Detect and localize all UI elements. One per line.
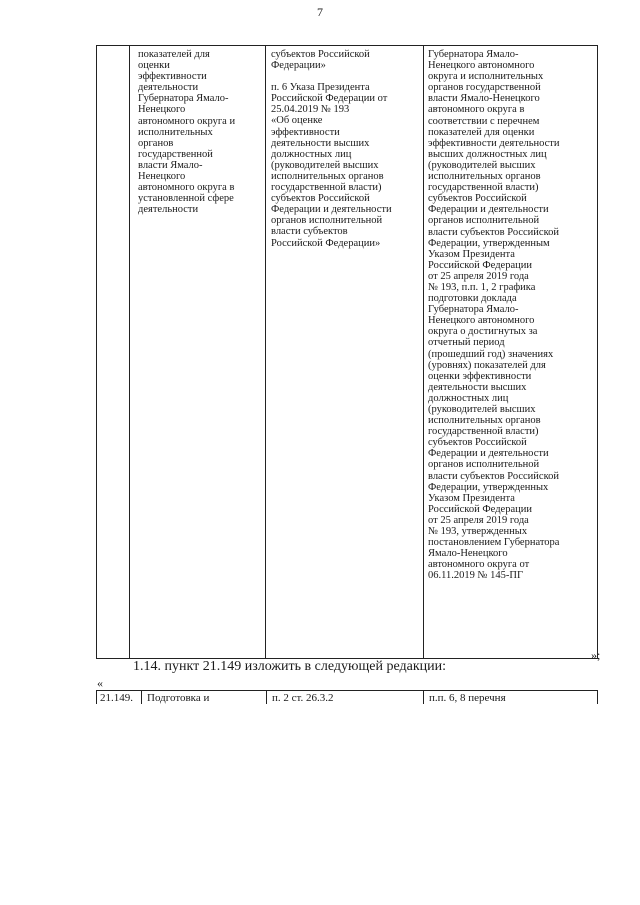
text-line: автономного округа в (428, 104, 525, 116)
indicator-cell (138, 49, 262, 215)
text-line: Федерации, утвержденным (428, 237, 550, 249)
text-line: показателей для (138, 49, 210, 60)
text-line: 06.11.2019 № 145-ПГ (428, 570, 524, 582)
table-column-divider (423, 45, 424, 659)
text-line: власти Ямало-Ненецкого (428, 93, 540, 105)
text-line: автономного округа от (428, 559, 530, 571)
legal-basis-cell (271, 49, 423, 249)
text-line: округа о достигнутых за (428, 326, 538, 338)
text-line: автономного округа и (138, 115, 236, 127)
text-line: эффективности деятельности (428, 137, 560, 149)
text-line: (руководителей высших (271, 159, 379, 171)
text-line: оценки (138, 60, 170, 72)
opening-quote-mark: « (97, 676, 103, 690)
text-line: соответствии с перечнем (428, 115, 540, 127)
row-basis: п. 2 ст. 26.3.2 (272, 692, 334, 704)
text-line: власти субъектов Российской (428, 226, 560, 238)
text-line: п. 6 Указа Президента (271, 82, 370, 94)
text-line: высших должностных лиц (428, 148, 547, 160)
row-number: 21.149. (100, 692, 133, 704)
text-line: Губернатора Ямало- (138, 93, 229, 105)
text-line: показателей для оценки (428, 126, 535, 138)
text-line: Федерации» (271, 60, 326, 72)
text-line: Губернатора Ямало- (428, 49, 519, 60)
text-line: отчетный период (428, 337, 505, 349)
text-line: Федерации и деятельности (271, 204, 392, 216)
text-line: подготовки доклада (428, 293, 517, 305)
text-line: от 25 апреля 2019 года (428, 514, 529, 526)
text-line: государственной власти) (271, 182, 382, 194)
page-number: 7 (317, 5, 323, 19)
text-line: Ненецкого автономного (428, 60, 535, 72)
text-line: власти субъектов Российской (428, 470, 560, 482)
text-line: постановлением Губернатора (428, 537, 560, 549)
text-line: субъектов Российской (271, 49, 370, 60)
text-line: 25.04.2019 № 193 (271, 104, 350, 116)
closing-quote-mark: »; (591, 648, 601, 662)
text-line: (прошедший год) значениях (428, 348, 554, 360)
text-line: деятельности высших (271, 137, 370, 149)
text-line: округа и исполнительных (428, 71, 544, 83)
text-line: должностных лиц (428, 392, 509, 404)
text-line: Ненецкого (138, 104, 186, 116)
text-line: № 193, п.п. 1, 2 графика (428, 281, 536, 293)
text-line: субъектов Российской (428, 193, 527, 205)
text-line: Российской Федерации (428, 259, 532, 271)
text-line: эффективности (138, 71, 207, 83)
text-line: от 25 апреля 2019 года (428, 270, 529, 282)
text-line: Российской Федерации от (271, 93, 388, 105)
text-line: деятельности высших (428, 381, 527, 393)
text-line: Федерации и деятельности (428, 204, 549, 216)
text-line: исполнительных (138, 126, 213, 138)
text-line: государственной власти) (428, 182, 539, 194)
text-line: оценки эффективности (428, 370, 532, 382)
text-line: Российской Федерации (428, 503, 532, 515)
amendment-paragraph: 1.14. пункт 21.149 изложить в следующей редакции: (133, 659, 446, 674)
text-line: Федерации и деятельности (428, 448, 549, 460)
text-line: деятельности (138, 204, 199, 216)
text-line: автономного округа в (138, 182, 235, 194)
text-line: Российской Федерации» (271, 237, 381, 249)
text-line: исполнительных органов (271, 170, 384, 182)
text-line: власти Ямало- (138, 159, 203, 171)
row-name: Подготовка и (147, 692, 210, 704)
text-line: (руководителей высших (428, 159, 536, 171)
text-line: органов государственной (428, 82, 541, 94)
table-column-divider (266, 690, 267, 704)
text-line: деятельности (138, 82, 199, 94)
text-line: Ямало-Ненецкого (428, 548, 508, 560)
text-line: субъектов Российской (271, 193, 370, 205)
row-reference: п.п. 6, 8 перечня (429, 692, 506, 704)
text-line: органов исполнительной (271, 215, 383, 227)
text-line: (уровнях) показателей для (428, 359, 546, 371)
table-column-divider (423, 690, 424, 704)
source-document-cell (428, 49, 594, 582)
text-line: должностных лиц (271, 148, 352, 160)
text-line: органов (138, 137, 174, 149)
text-line: исполнительных органов (428, 415, 541, 427)
text-line: «Об оценке (271, 115, 323, 127)
text-line: эффективности (271, 126, 340, 138)
text-line: Указом Президента (428, 248, 515, 260)
text-line: Губернатора Ямало- (428, 304, 519, 316)
text-line: Федерации, утвержденных (428, 481, 549, 493)
text-line: власти субъектов (271, 226, 348, 238)
text-line: (руководителей высших (428, 404, 536, 415)
text-line: органов исполнительной (428, 459, 540, 471)
text-line: Ненецкого (138, 171, 186, 183)
text-line: Ненецкого автономного (428, 315, 535, 327)
text-line: установленной сфере (138, 193, 234, 205)
text-line: субъектов Российской (428, 437, 527, 449)
text-line: государственной власти) (428, 426, 539, 438)
text-line: № 193, утвержденных (428, 526, 528, 538)
table-column-divider (265, 45, 266, 659)
table-column-divider (129, 45, 130, 659)
text-line: Указом Президента (428, 492, 515, 504)
text-line: государственной (138, 148, 213, 160)
text-line: исполнительных органов (428, 171, 541, 183)
text-line: органов исполнительной (428, 215, 540, 227)
table-column-divider (141, 690, 142, 704)
